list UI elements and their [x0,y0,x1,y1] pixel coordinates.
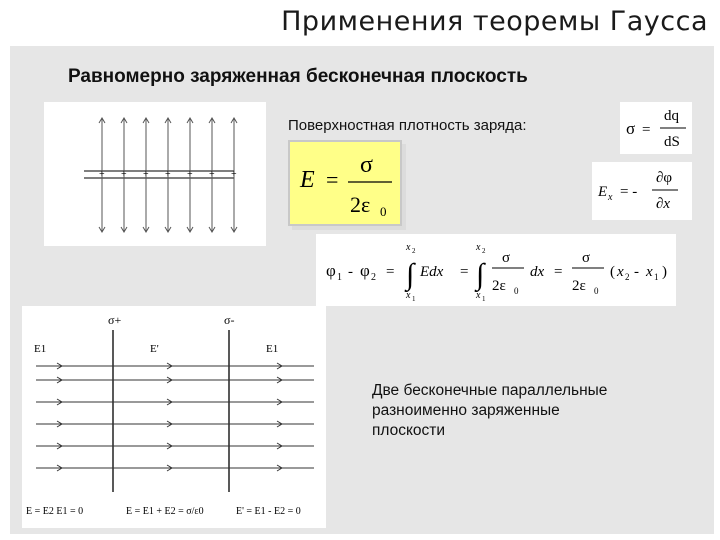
formula-symbol: = [554,264,563,280]
integral-sign: ∫ [406,258,415,291]
formula-subscript: 0 [594,286,599,296]
formula-symbol: = [460,264,469,280]
formula-integrand: dx [530,264,545,280]
parallel-planes-description [372,381,692,441]
slide-title: Применения теоремы Гаусса [281,6,708,37]
formula-subscript: 2 [371,272,376,283]
charge-sign: + [99,169,105,180]
formula-symbol: x [646,264,653,280]
integral-upper-limit: x [476,242,481,253]
region-field-middle: E = E1 + E2 = σ/ε0 [126,506,204,517]
integral-upper-limit: 2 [412,247,416,255]
formula-numerator: σ [360,152,373,178]
charge-sign: + [165,169,171,180]
formula-subscript: x [608,192,613,203]
formula-numerator: σ [502,250,511,266]
formula-symbol: E [300,167,315,193]
potential-difference-formula [316,234,676,306]
field-formula-highlight [288,140,402,226]
potential-gradient-formula [592,162,692,220]
description-line: плоскости [372,422,446,439]
integral-lower-limit: x [476,290,481,301]
plate-label-positive: σ+ [108,313,122,327]
plane-figure [44,102,266,246]
formula-symbol: - [348,264,353,280]
formula-symbol: E [598,184,608,200]
charge-sign: + [209,169,215,180]
formula-symbol: σ [626,119,636,138]
formula-denominator: 2ε [350,192,371,217]
charge-sign: + [187,169,193,180]
field-label: E' [150,343,159,355]
formula-symbol: = [386,264,395,280]
formula-subscript: 0 [514,286,519,296]
formula-subscript: 2 [625,272,630,282]
formula-denominator: ∂x [656,196,671,212]
parallel-planes-figure [22,306,326,528]
plane-field-diagram [44,102,266,246]
formula-symbol: = [326,167,339,192]
section-heading: Равномерно заряженная бесконечная плоскость [68,66,528,87]
charge-sign: + [231,169,237,180]
formula-symbol: ( [610,264,615,280]
description-line: Две бесконечные параллельные [372,382,608,399]
formula-subscript: 0 [380,204,387,219]
formula-numerator: σ [582,250,591,266]
integral-lower-limit: x [406,290,411,301]
formula-symbol: φ [360,261,370,280]
formula-symbol: φ [326,261,336,280]
description-line: разноименно заряженные [372,402,560,419]
parallel-planes-diagram [22,306,326,528]
density-label: Поверхностная плотность заряда: [288,117,527,134]
formula-denominator: dS [664,134,680,150]
formula-denominator: 2ε [492,278,506,294]
density-formula [620,102,692,154]
formula-denominator: 2ε [572,278,586,294]
integral-upper-limit: 2 [482,247,486,255]
formula-numerator: dq [664,108,679,124]
slide-header [0,0,720,46]
formula-symbol: ) [662,264,667,280]
formula-symbol: = [642,122,651,138]
formula-symbol: - [634,264,639,280]
charge-sign: + [121,169,127,180]
formula-symbol: = - [620,184,638,200]
integral-lower-limit: 1 [482,295,486,303]
charge-sign: + [143,169,149,180]
plate-label-negative: σ- [224,313,235,327]
formula-symbol: x [617,264,624,280]
formula-numerator: ∂φ [656,170,673,186]
formula-subscript: 1 [654,272,659,282]
field-label: E1 [34,343,47,355]
integral-lower-limit: 1 [412,295,416,303]
region-field-right: E' = E1 - E2 = 0 [236,506,301,517]
field-label: E1 [266,343,279,355]
integral-sign: ∫ [476,258,485,291]
integral-upper-limit: x [406,242,411,253]
formula-subscript: 1 [337,272,342,283]
region-field-left: E = E2 E1 = 0 [26,506,84,517]
formula-integrand: Edx [420,264,444,280]
